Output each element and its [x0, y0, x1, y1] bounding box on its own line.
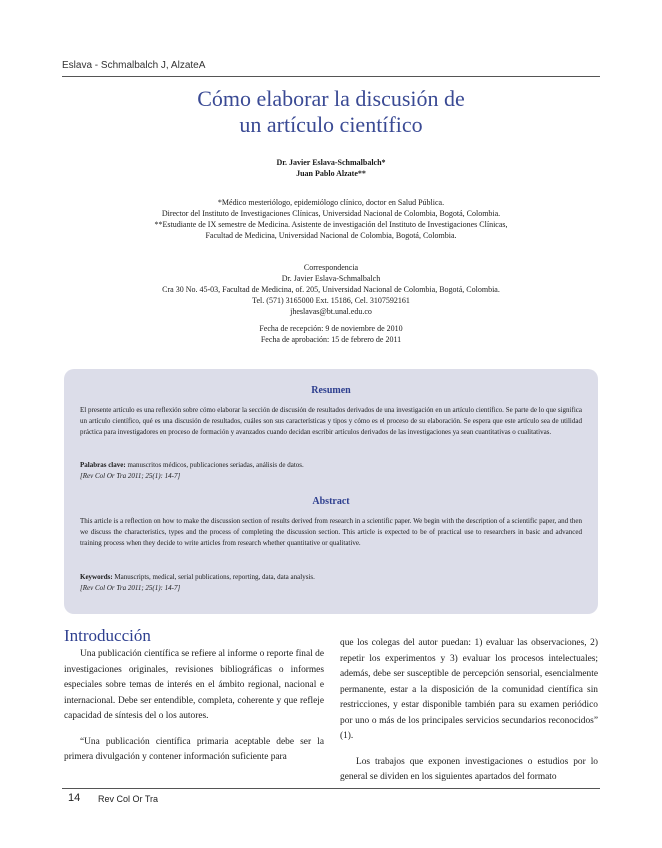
- title-line-1: Cómo elaborar la discusión de: [197, 86, 465, 111]
- body-paragraph: que los colegas del autor puedan: 1) evaluar las observaciones, 2) repetir los experimentos y 3) evaluar los procesos intelectuales; además, debe ser susceptible de percepción sensorial, esencialmente permanente, estar a la disposición de la comunidad científica sin restricciones, y estar disponible también para su examen periódico por uno o más de los principales servicios secundarios reconocidos” (1).: [340, 638, 598, 741]
- body-paragraph: Una publicación científica se refiere al informe o reporte final de investigaciones originales, revisiones bibliográficas o informes especiales sobre temas de interés en el ámbito regional, nacional e internacional. Debe ser entendible, completa, coherente y que refleje capacidad de síntesis del o los autores.: [64, 649, 324, 721]
- body-column-right: [340, 636, 598, 786]
- affiliation-line: Director del Instituto de Investigaciones Clínicas, Universidad Nacional de Colombia, Bogotá, Colombia.: [161, 209, 501, 218]
- running-head: Eslava - Schmalbalch J, AlzateA: [62, 60, 206, 71]
- body-column-left: [64, 647, 324, 766]
- title-line-2: un artículo científico: [239, 112, 423, 137]
- affiliations-block: [0, 197, 662, 241]
- correspondence-address: Cra 30 No. 45-03, Facultad de Medicina, of. 205, Universidad Nacional de Colombia, Bogotá, Colombia.: [162, 285, 500, 294]
- approved-date: Fecha de aprobación: 15 de febrero de 2011: [260, 335, 402, 344]
- affiliation-line: **Estudiante de IX semestre de Medicina. Asistente de investigación del Instituto de Investigaciones Clínicas,: [154, 220, 508, 229]
- footer-divider: [62, 788, 600, 789]
- introduction-heading: Introducción: [64, 626, 151, 645]
- header-divider: [62, 76, 600, 77]
- correspondence-email[interactable]: jheslavas@bt.unal.edu.co: [290, 307, 372, 316]
- authors-block: [0, 157, 662, 179]
- abstract-citation: [Rev Col Or Tra 2011; 25(1): 14-7]: [80, 584, 181, 592]
- page-number: 14: [68, 792, 81, 804]
- resumen-citation: [Rev Col Or Tra 2011; 25(1): 14-7]: [80, 472, 181, 480]
- abstract-keywords-label: Keywords:: [80, 573, 113, 581]
- abstract-keywords: [80, 572, 582, 594]
- correspondence-label: Correspondencia: [303, 263, 359, 272]
- correspondence-phone: Tel. (571) 3165000 Ext. 15186, Cel. 3107592161: [252, 296, 410, 305]
- author-2: Juan Pablo Alzate**: [296, 169, 366, 178]
- resumen-keywords: [80, 460, 582, 482]
- affiliation-line: *Médico mesteriólogo, epidemiólogo clínico, doctor en Salud Pública.: [217, 198, 445, 207]
- journal-name: Rev Col Or Tra: [98, 794, 159, 804]
- resumen-keywords-text: manuscritos médicos, publicaciones seriadas, análisis de datos.: [125, 461, 304, 469]
- resumen-heading: Resumen: [311, 385, 351, 396]
- body-paragraph: Los trabajos que exponen investigaciones o estudios por lo general se dividen en los siguientes apartados del formato: [340, 756, 598, 782]
- abstract-box: [64, 369, 598, 614]
- abstract-keywords-text: Manuscripts, medical, serial publications, reporting, data, data analysis.: [112, 573, 315, 581]
- received-date: Fecha de recepción: 9 de noviembre de 2010: [259, 324, 403, 333]
- correspondence-block: [0, 262, 662, 317]
- article-title: [62, 86, 600, 138]
- body-paragraph: “Una publicación científica primaria aceptable debe ser la primera divulgación y contener información suficiente para: [64, 736, 324, 762]
- abstract-heading: Abstract: [312, 496, 350, 507]
- dates-block: [0, 323, 662, 345]
- correspondence-name: Dr. Javier Eslava-Schmalbalch: [281, 274, 381, 283]
- resumen-text: El presente artículo es una reflexión sobre cómo elaborar la sección de discusión de resultados derivados de una investigación en un artículo científico. Se parte de lo que significa un artículo científico, qué es una discusión de resultados, cuáles son sus características y tipos y cómo es el proceso de su elaboración. Se espera que este artículo sea de utilidad práctica para investigadores en proceso de formación y avanzados cuando decidan escribir artículos derivados de las investigaciones ya sean cuantitativas o cualitativas.: [80, 406, 582, 436]
- author-1: Dr. Javier Eslava-Schmalbalch*: [276, 158, 386, 167]
- affiliation-line: Facultad de Medicina, Universidad Nacional de Colombia, Bogotá, Colombia.: [205, 231, 457, 240]
- resumen-keywords-label: Palabras clave:: [80, 461, 126, 469]
- abstract-text: This article is a reflection on how to make the discussion section of results derived from research in a scientific paper. We begin with the description of a scientific paper, and then we discuss the characteristics, types and the process of completing the discussion section. This article is expected to be of practical use to researchers in basic and advanced training process when they decide to write articles from research whether quantitative or qualitative.: [80, 517, 582, 547]
